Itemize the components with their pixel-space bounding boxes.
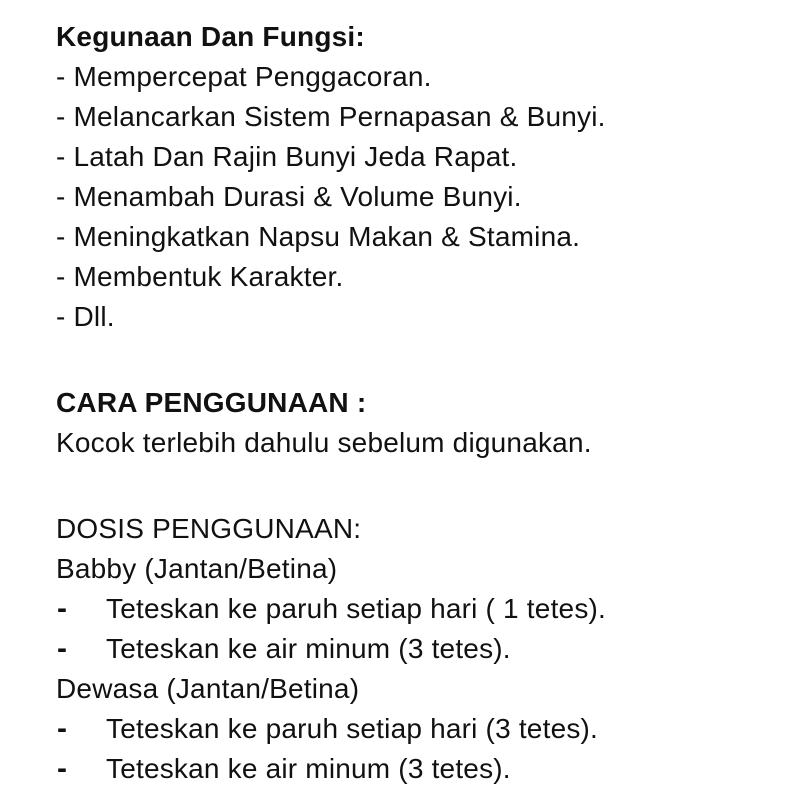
dosis-item bbox=[56, 629, 776, 669]
dosis-heading: DOSIS PENGGUNAAN: bbox=[56, 513, 362, 544]
dosis-item-text: Teteskan ke paruh setiap hari (3 tetes). bbox=[106, 713, 599, 744]
dash-bullet: - bbox=[57, 592, 68, 625]
dosis-item bbox=[56, 589, 776, 629]
dash-bullet: - bbox=[57, 712, 68, 745]
kegunaan-item: - Meningkatkan Napsu Makan & Stamina. bbox=[56, 221, 581, 252]
kegunaan-item: - Membentuk Karakter. bbox=[56, 261, 344, 292]
kegunaan-heading: Kegunaan Dan Fungsi: bbox=[56, 21, 365, 52]
section-spacer bbox=[56, 463, 776, 509]
dosis-group-label-dewasa: Dewasa (Jantan/Betina) bbox=[56, 673, 360, 704]
cara-text: Kocok terlebih dahulu sebelum digunakan. bbox=[56, 427, 592, 458]
dash-bullet: - bbox=[57, 632, 68, 665]
dosis-item-text: Teteskan ke air minum (3 tetes). bbox=[106, 633, 511, 664]
section-spacer bbox=[56, 337, 776, 383]
dosis-item-text: Teteskan ke paruh setiap hari ( 1 tetes). bbox=[106, 593, 607, 624]
kegunaan-item: - Melancarkan Sistem Pernapasan & Bunyi. bbox=[56, 101, 606, 132]
dosis-item-text: Teteskan ke air minum (3 tetes). bbox=[106, 753, 511, 784]
dash-bullet: - bbox=[57, 752, 68, 785]
dosis-item bbox=[56, 749, 776, 789]
kegunaan-item: - Dll. bbox=[56, 301, 115, 332]
kegunaan-item: - Menambah Durasi & Volume Bunyi. bbox=[56, 181, 522, 212]
kegunaan-item: - Mempercepat Penggacoran. bbox=[56, 61, 432, 92]
dosis-group-label-babby: Babby (Jantan/Betina) bbox=[56, 553, 338, 584]
product-usage-document bbox=[56, 17, 776, 789]
kegunaan-item: - Latah Dan Rajin Bunyi Jeda Rapat. bbox=[56, 141, 518, 172]
dosis-item bbox=[56, 709, 776, 749]
cara-heading: CARA PENGGUNAAN : bbox=[56, 387, 367, 418]
